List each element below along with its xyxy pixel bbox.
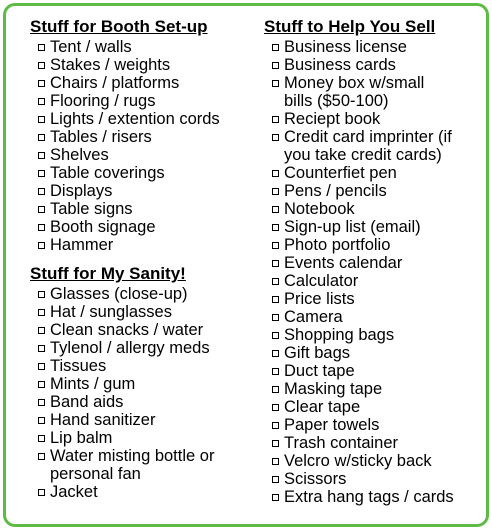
checklist-item-label: Sign-up list (email) bbox=[284, 218, 421, 236]
checklist-item-label: Chairs / platforms bbox=[50, 74, 180, 92]
booth-setup-list bbox=[30, 38, 258, 254]
checklist-item bbox=[264, 218, 488, 236]
checklist-item bbox=[30, 92, 258, 110]
checklist-item bbox=[30, 182, 258, 200]
checklist-item-label: Lights / extention cords bbox=[50, 110, 220, 128]
checklist-item-label: Tables / risers bbox=[50, 128, 152, 146]
checklist-item bbox=[264, 434, 488, 452]
checkbox-icon[interactable] bbox=[272, 332, 279, 339]
checkbox-icon[interactable] bbox=[272, 476, 279, 483]
checklist-item-label: Lip balm bbox=[50, 429, 113, 447]
checkbox-icon[interactable] bbox=[38, 417, 45, 424]
checklist-item bbox=[264, 398, 488, 416]
checklist-item bbox=[30, 236, 258, 254]
checkbox-icon[interactable] bbox=[38, 345, 45, 352]
checklist-item-label: Price lists bbox=[284, 290, 355, 308]
checklist-item bbox=[264, 470, 488, 488]
checklist-item-label: Scissors bbox=[284, 470, 347, 488]
checklist-item bbox=[30, 393, 258, 411]
checklist-item-label: Hammer bbox=[50, 236, 114, 254]
checkbox-icon[interactable] bbox=[272, 260, 279, 267]
checklist-item-label: Velcro w/sticky back bbox=[284, 452, 432, 470]
checklist-item-label: Hat / sunglasses bbox=[50, 303, 172, 321]
checklist-item bbox=[264, 452, 488, 470]
checkbox-icon[interactable] bbox=[272, 440, 279, 447]
checklist-item bbox=[30, 164, 258, 182]
checkbox-icon[interactable] bbox=[272, 224, 279, 231]
checklist-item bbox=[264, 74, 488, 110]
checklist-item-label: Reciept book bbox=[284, 110, 381, 128]
checklist-item-label: Flooring / rugs bbox=[50, 92, 156, 110]
checkbox-icon[interactable] bbox=[38, 291, 45, 298]
sanity-list bbox=[30, 285, 258, 501]
checkbox-icon[interactable] bbox=[38, 134, 45, 141]
checkbox-icon[interactable] bbox=[272, 206, 279, 213]
checkbox-icon[interactable] bbox=[272, 404, 279, 411]
checklist-item-label: Tissues bbox=[50, 357, 107, 375]
checkbox-icon[interactable] bbox=[38, 44, 45, 51]
checklist-item bbox=[264, 380, 488, 398]
checkbox-icon[interactable] bbox=[272, 314, 279, 321]
checklist-item-label: Business cards bbox=[284, 56, 396, 74]
checklist-item bbox=[30, 56, 258, 74]
checklist-item bbox=[264, 200, 488, 218]
checklist-item-label: Table signs bbox=[50, 200, 133, 218]
checkbox-icon[interactable] bbox=[38, 309, 45, 316]
checkbox-icon[interactable] bbox=[272, 458, 279, 465]
checkbox-icon[interactable] bbox=[272, 242, 279, 249]
checklist-item-label: Mints / gum bbox=[50, 375, 136, 393]
checklist-item-label: Masking tape bbox=[284, 380, 383, 398]
checklist-item-label: Duct tape bbox=[284, 362, 355, 380]
sell-list bbox=[264, 38, 488, 506]
checklist-item-label: Business license bbox=[284, 38, 407, 56]
checkbox-icon[interactable] bbox=[38, 170, 45, 177]
right-column bbox=[264, 17, 488, 506]
checkbox-icon[interactable] bbox=[272, 494, 279, 501]
checkbox-icon[interactable] bbox=[38, 242, 45, 249]
checkbox-icon[interactable] bbox=[272, 386, 279, 393]
checklist-item-label: Counterfiet pen bbox=[284, 164, 397, 182]
checklist-item bbox=[30, 218, 258, 236]
checkbox-icon[interactable] bbox=[272, 170, 279, 177]
checklist-item-label: you take credit cards) bbox=[284, 146, 442, 164]
sanity-heading: Stuff for My Sanity! bbox=[30, 264, 186, 283]
checklist-item-label: Trash container bbox=[284, 434, 399, 452]
checkbox-icon[interactable] bbox=[38, 224, 45, 231]
checklist-item bbox=[264, 362, 488, 380]
checklist-item-label: Pens / pencils bbox=[284, 182, 387, 200]
checklist-item bbox=[264, 344, 488, 362]
checkbox-icon[interactable] bbox=[272, 278, 279, 285]
checklist-item-label: Extra hang tags / cards bbox=[284, 488, 454, 506]
checkbox-icon[interactable] bbox=[272, 296, 279, 303]
checklist-item-label: Paper towels bbox=[284, 416, 380, 434]
checklist-item bbox=[30, 38, 258, 56]
checklist-item-label: Glasses (close-up) bbox=[50, 285, 188, 303]
checkbox-icon[interactable] bbox=[272, 80, 279, 87]
checkbox-icon[interactable] bbox=[272, 116, 279, 123]
checklist-item bbox=[30, 303, 258, 321]
checklist-item bbox=[30, 447, 258, 483]
checkbox-icon[interactable] bbox=[38, 327, 45, 334]
checklist-item bbox=[264, 488, 488, 506]
checkbox-icon[interactable] bbox=[272, 62, 279, 69]
checklist-item-label: Money box w/small bbox=[284, 74, 425, 92]
checkbox-icon[interactable] bbox=[38, 98, 45, 105]
checkbox-icon[interactable] bbox=[272, 350, 279, 357]
checklist-item bbox=[264, 38, 488, 56]
checklist-item-label: Notebook bbox=[284, 200, 355, 218]
checklist-item bbox=[264, 182, 488, 200]
checkbox-icon[interactable] bbox=[38, 363, 45, 370]
checkbox-icon[interactable] bbox=[38, 152, 45, 159]
checkbox-icon[interactable] bbox=[38, 435, 45, 442]
checklist-item bbox=[30, 128, 258, 146]
checkbox-icon[interactable] bbox=[38, 116, 45, 123]
checklist-item-label: Camera bbox=[284, 308, 343, 326]
checklist-item-label: Credit card imprinter (if bbox=[284, 128, 452, 146]
checklist-item bbox=[30, 74, 258, 92]
checklist-item-label: Water misting bottle or bbox=[50, 447, 215, 465]
checklist-item-label: Calculator bbox=[284, 272, 359, 290]
checklist-item bbox=[30, 146, 258, 164]
checklist-item-label: Jacket bbox=[50, 483, 98, 501]
checklist-item-label: Shelves bbox=[50, 146, 109, 164]
checklist-item-label: Gift bags bbox=[284, 344, 351, 362]
checklist-card bbox=[3, 3, 489, 527]
checklist-item-label: Events calendar bbox=[284, 254, 403, 272]
checklist-item bbox=[30, 285, 258, 303]
checklist-item-label: Tylenol / allergy meds bbox=[50, 339, 210, 357]
checklist-item bbox=[264, 110, 488, 128]
checklist-item bbox=[264, 308, 488, 326]
checklist-item-label: Tent / walls bbox=[50, 38, 132, 56]
left-column bbox=[30, 17, 258, 501]
checkbox-icon[interactable] bbox=[272, 134, 279, 141]
booth-setup-heading: Stuff for Booth Set-up bbox=[30, 17, 208, 36]
checklist-item bbox=[30, 483, 258, 501]
checklist-item bbox=[264, 128, 488, 164]
checkbox-icon[interactable] bbox=[272, 44, 279, 51]
checkbox-icon[interactable] bbox=[272, 188, 279, 195]
checklist-item bbox=[264, 164, 488, 182]
checkbox-icon[interactable] bbox=[38, 188, 45, 195]
checklist-item bbox=[264, 416, 488, 434]
checklist-item-label: Photo portfolio bbox=[284, 236, 391, 254]
sell-heading: Stuff to Help You Sell bbox=[264, 17, 436, 36]
checklist-item-label: personal fan bbox=[50, 465, 141, 483]
checklist-item-label: Table coverings bbox=[50, 164, 165, 182]
checklist-item bbox=[30, 375, 258, 393]
checklist-item-label: Band aids bbox=[50, 393, 124, 411]
checklist-item bbox=[264, 290, 488, 308]
checklist-item bbox=[30, 110, 258, 128]
checklist-item-label: Shopping bags bbox=[284, 326, 395, 344]
checkbox-icon[interactable] bbox=[38, 206, 45, 213]
checkbox-icon[interactable] bbox=[38, 489, 45, 496]
checklist-item bbox=[264, 254, 488, 272]
checklist-item bbox=[264, 56, 488, 74]
checklist-item bbox=[30, 200, 258, 218]
checklist-item bbox=[30, 429, 258, 447]
checkbox-icon[interactable] bbox=[38, 80, 45, 87]
checklist-item-label: Clean snacks / water bbox=[50, 321, 204, 339]
checklist-item-label: bills ($50-100) bbox=[284, 92, 389, 110]
checklist-item bbox=[30, 321, 258, 339]
checklist-item-label: Booth signage bbox=[50, 218, 156, 236]
checklist-item bbox=[264, 272, 488, 290]
checkbox-icon[interactable] bbox=[38, 381, 45, 388]
checklist-item bbox=[30, 411, 258, 429]
checkbox-icon[interactable] bbox=[38, 62, 45, 69]
checklist-item bbox=[30, 339, 258, 357]
checkbox-icon[interactable] bbox=[38, 399, 45, 406]
checklist-item bbox=[30, 357, 258, 375]
checkbox-icon[interactable] bbox=[272, 368, 279, 375]
checkbox-icon[interactable] bbox=[38, 453, 45, 460]
checklist-item-label: Displays bbox=[50, 182, 113, 200]
checkbox-icon[interactable] bbox=[272, 422, 279, 429]
checklist-item-label: Clear tape bbox=[284, 398, 361, 416]
checklist-item bbox=[264, 326, 488, 344]
checklist-item-label: Stakes / weights bbox=[50, 56, 171, 74]
checklist-item bbox=[264, 236, 488, 254]
checklist-item-label: Hand sanitizer bbox=[50, 411, 156, 429]
